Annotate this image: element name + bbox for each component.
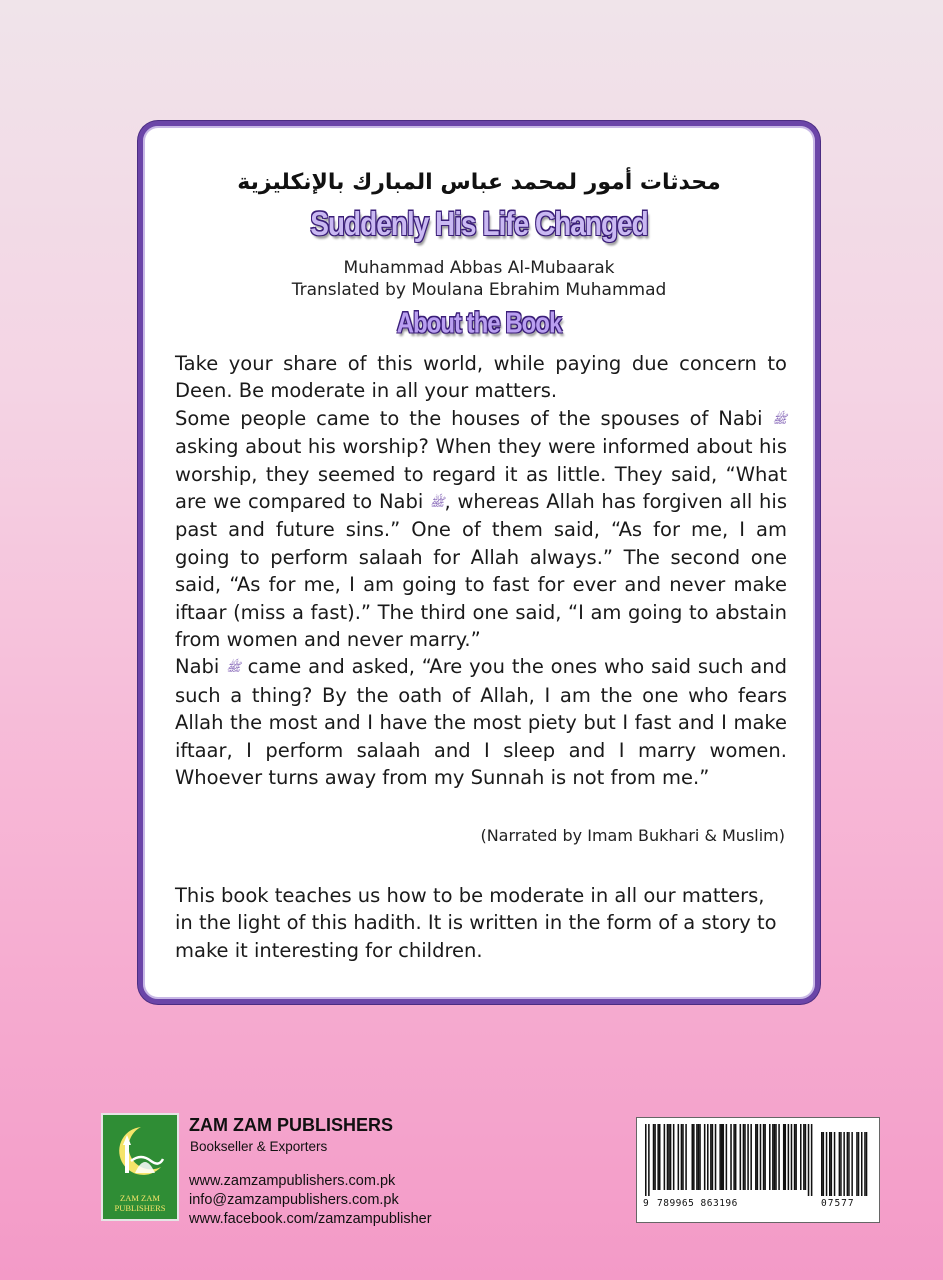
barcode-bar xyxy=(693,1124,695,1190)
barcode-bar xyxy=(740,1124,742,1190)
hadith-text-1: Some people came to the houses of the spouses of Nabi xyxy=(175,406,763,430)
barcode-bar xyxy=(763,1124,765,1190)
barcode-bar xyxy=(667,1124,669,1190)
about-panel xyxy=(138,121,820,1004)
hadith-text-3: , whereas Allah has forgiven all his past and future sins.” One of them said, “As for me, I am going to perform salaah for Allah always.” The second one said, “As for me, I am going to fast for ever and never make iftaar (miss a fast).” The third one said, “I am going to abstain from women and never marry.” xyxy=(175,490,787,652)
barcode-bar xyxy=(733,1124,735,1190)
description-text xyxy=(175,350,787,792)
isbn-digits: 789965 863196 xyxy=(657,1198,738,1209)
barcode-bar xyxy=(785,1124,787,1190)
salawat-glyph: ﷺ xyxy=(226,660,241,675)
addon-bar xyxy=(848,1132,850,1196)
barcode-bar xyxy=(710,1124,712,1190)
barcode-bar xyxy=(744,1124,746,1190)
barcode-bar xyxy=(730,1124,732,1190)
barcode-bar xyxy=(673,1124,675,1190)
addon-bar xyxy=(861,1132,863,1196)
isbn-prefix: 9 xyxy=(643,1198,649,1209)
logo-text xyxy=(103,1193,177,1213)
barcode-bar xyxy=(750,1124,752,1190)
barcode-bar xyxy=(653,1124,655,1190)
barcode-bar xyxy=(712,1124,714,1190)
barcode-bar xyxy=(657,1124,659,1190)
logo-text-line1: ZAM ZAM xyxy=(120,1193,160,1203)
barcode-bar xyxy=(670,1124,672,1190)
summary-text: This book teaches us how to be moderate in all our matters, in the light of this hadith. It is written in the form of a story to make it interesting for children. xyxy=(175,884,777,962)
translator-line: Translated by Moulana Ebrahim Muhammad xyxy=(291,280,667,300)
addon-bar xyxy=(834,1132,836,1196)
barcode-bar xyxy=(808,1124,810,1196)
barcode-bar xyxy=(719,1124,721,1190)
author-line: Muhammad Abbas Al-Mubaarak xyxy=(343,258,615,278)
addon-bar xyxy=(858,1132,860,1196)
barcode-bar xyxy=(682,1124,684,1190)
addon-bar xyxy=(864,1132,866,1196)
addon-bar xyxy=(840,1132,842,1196)
barcode-bar xyxy=(726,1124,728,1190)
response-text-1: Nabi xyxy=(175,655,220,679)
addon-bar xyxy=(829,1132,831,1196)
addon-bar xyxy=(851,1132,853,1196)
email-link[interactable]: info@zamzampublishers.com.pk xyxy=(189,1192,399,1208)
barcode-bar xyxy=(794,1124,796,1190)
hadith-text-2: asking about his worship? When they were informed about his worship, they seemed to regard it as little. They said, “What are we compared to Nabi xyxy=(175,435,787,514)
barcode-bar xyxy=(800,1124,802,1190)
website-link[interactable]: www.zamzampublishers.com.pk xyxy=(189,1173,396,1189)
publisher-contacts xyxy=(189,1172,432,1229)
barcode-bar xyxy=(735,1124,737,1190)
barcode-bar xyxy=(668,1124,670,1190)
response-text-2: came and asked, “Are you the ones who said such and such a thing? By the oath of Allah, I am the one who fears Allah the most and I have the most piety but I fast and I make iftaar, I perform salaah and I sleep and I marry women. Whoever turns away from my Sunnah is not from me.” xyxy=(175,655,787,790)
barcode-bar xyxy=(715,1124,717,1190)
barcode-bar xyxy=(769,1124,771,1190)
barcode-bar xyxy=(747,1124,749,1190)
barcode-bar xyxy=(696,1124,698,1190)
addon-bar xyxy=(866,1132,868,1196)
publisher-name: ZAM ZAM PUBLISHERS xyxy=(189,1115,393,1135)
barcode-bar xyxy=(648,1124,650,1196)
paragraph-response xyxy=(175,653,787,791)
barcode-bar xyxy=(678,1124,680,1190)
book-title: Suddenly His Life Changed xyxy=(310,204,648,242)
barcode-bar xyxy=(698,1124,700,1190)
barcode-bar xyxy=(803,1124,805,1190)
barcode-bar xyxy=(805,1124,807,1190)
barcode-bar xyxy=(755,1124,757,1190)
barcode-bar xyxy=(659,1124,661,1190)
publisher-tagline: Bookseller & Exporters xyxy=(190,1139,328,1154)
barcode-bar xyxy=(654,1124,656,1190)
facebook-link[interactable]: www.facebook.com/zamzampublisher xyxy=(189,1211,432,1227)
barcode-bar xyxy=(811,1124,813,1196)
barcode-bar xyxy=(774,1124,776,1190)
addon-bar xyxy=(843,1132,845,1196)
barcode-bar xyxy=(707,1124,709,1190)
barcode-bar xyxy=(664,1124,666,1190)
barcode-bar xyxy=(685,1124,687,1190)
publisher-logo xyxy=(101,1113,179,1221)
addon-bar xyxy=(839,1132,841,1196)
addon-digits: 07577 xyxy=(821,1198,855,1209)
paragraph-hadith xyxy=(175,405,787,654)
section-heading: About the Book xyxy=(396,307,562,340)
barcode-bar xyxy=(760,1124,762,1190)
salawat-glyph: ﷺ xyxy=(772,411,788,426)
barcode-bar xyxy=(788,1124,790,1190)
addon-bar xyxy=(856,1132,858,1196)
barcode-bar xyxy=(775,1124,777,1190)
addon-bar xyxy=(826,1132,828,1196)
barcode-bar xyxy=(699,1124,701,1190)
barcode-bar xyxy=(757,1124,759,1190)
barcode xyxy=(636,1117,880,1223)
barcode-bar xyxy=(791,1124,793,1190)
barcode-bar xyxy=(645,1124,647,1196)
arabic-title: محدثات أمور لمحمد عباس المبارك بالإنكليزية xyxy=(237,170,721,195)
paragraph-intro: Take your share of this world, while paying due concern to Deen. Be moderate in all your matters. xyxy=(175,352,787,403)
barcode-bar xyxy=(772,1124,774,1190)
salawat-glyph: ﷺ xyxy=(430,495,445,510)
barcode-bar xyxy=(778,1124,780,1190)
barcode-bar xyxy=(704,1124,706,1190)
barcode-bar xyxy=(723,1124,725,1190)
barcode-bar xyxy=(795,1124,797,1190)
barcode-bar xyxy=(721,1124,723,1190)
addon-bar xyxy=(823,1132,825,1196)
addon-bar xyxy=(847,1132,849,1196)
barcode-bar xyxy=(692,1124,694,1190)
barcode-bar xyxy=(743,1124,745,1190)
crescent-mosque-icon xyxy=(111,1121,169,1185)
barcode-bar xyxy=(764,1124,766,1190)
barcode-bar xyxy=(681,1124,683,1190)
narration-credit: (Narrated by Imam Bukhari & Muslim) xyxy=(480,826,785,845)
barcode-bars xyxy=(645,1124,871,1198)
logo-text-line2: PUBLISHERS xyxy=(114,1203,166,1213)
addon-bar xyxy=(831,1132,833,1196)
addon-bar xyxy=(821,1132,823,1196)
barcode-bar xyxy=(783,1124,785,1190)
